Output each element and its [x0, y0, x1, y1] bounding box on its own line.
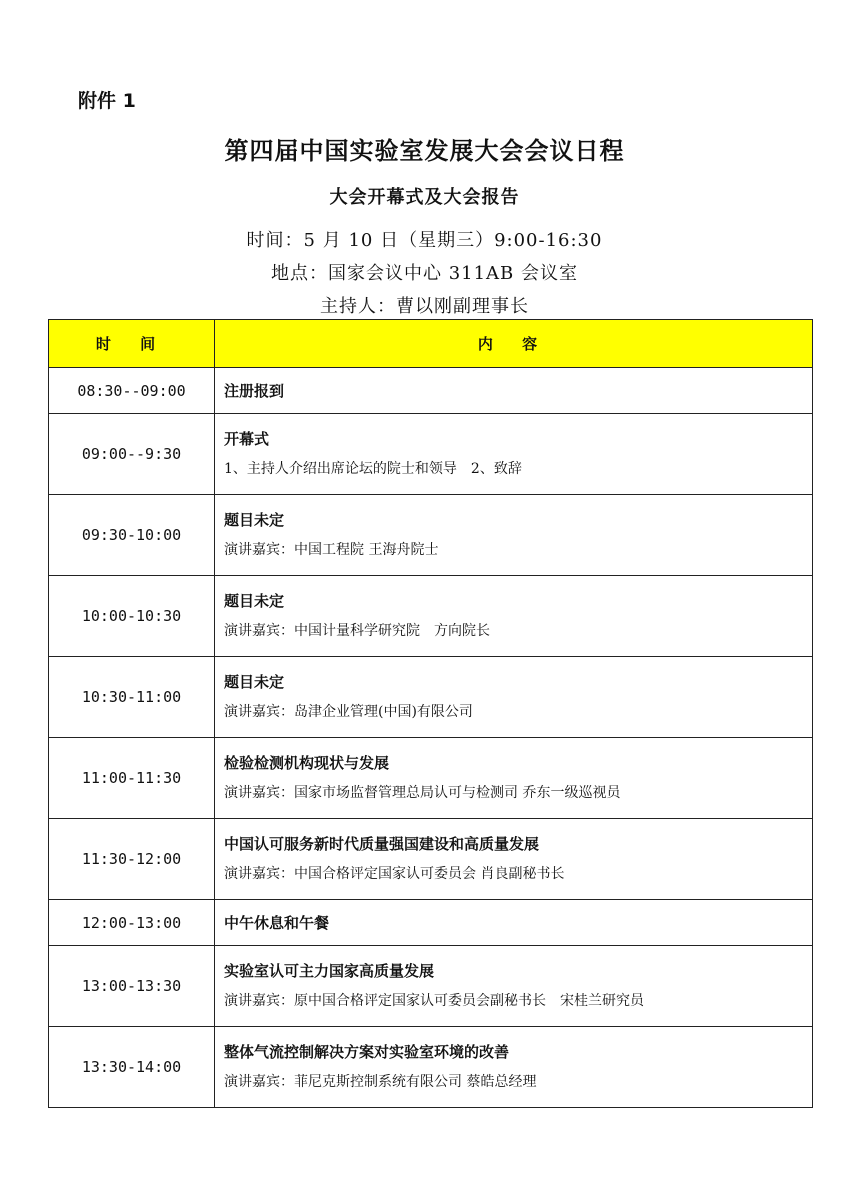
row-time: 12:00-13:00: [49, 900, 215, 946]
row-detail: 演讲嘉宾：菲尼克斯控制系统有限公司 蔡皓总经理: [224, 1074, 537, 1090]
table-header-row: [49, 320, 813, 368]
row-content: [215, 1027, 813, 1108]
row-topic: 题目未定: [224, 511, 285, 529]
row-time: 08:30--09:00: [49, 368, 215, 414]
row-time: 13:00-13:30: [49, 946, 215, 1027]
attachment-label: 附件 1: [78, 90, 136, 112]
row-time: 09:00--9:30: [49, 414, 215, 495]
row-content: [215, 576, 813, 657]
table-row: [49, 495, 813, 576]
row-content: [215, 819, 813, 900]
table-row: [49, 738, 813, 819]
row-time: 10:30-11:00: [49, 657, 215, 738]
row-time: 10:00-10:30: [49, 576, 215, 657]
row-content: [215, 414, 813, 495]
table-row: [49, 1027, 813, 1108]
row-detail: 演讲嘉宾：中国合格评定国家认可委员会 肖良副秘书长: [224, 866, 565, 882]
row-content: [215, 946, 813, 1027]
row-topic: 中午休息和午餐: [224, 913, 330, 932]
header-content: 内 容: [215, 320, 813, 368]
host-line: 主持人：曹以刚副理事长: [320, 296, 529, 317]
row-detail: 演讲嘉宾：中国计量科学研究院 方向院长: [224, 623, 490, 639]
row-topic: 检验检测机构现状与发展: [224, 754, 390, 772]
row-detail: 演讲嘉宾：国家市场监督管理总局认可与检测司 乔东一级巡视员: [224, 785, 621, 801]
row-topic: 实验室认可主力国家高质量发展: [224, 962, 435, 980]
row-detail: 演讲嘉宾：中国工程院 王海舟院士: [224, 542, 439, 558]
header-time: 时 间: [49, 320, 215, 368]
table-row: [49, 368, 813, 414]
schedule-table: [48, 319, 813, 1108]
row-detail: 演讲嘉宾：原中国合格评定国家认可委员会副秘书长 宋桂兰研究员: [224, 993, 644, 1009]
row-topic: 开幕式: [224, 430, 270, 448]
table-row: [49, 657, 813, 738]
row-topic: 整体气流控制解决方案对实验室环境的改善: [224, 1043, 510, 1061]
table-row: [49, 576, 813, 657]
row-detail: 演讲嘉宾：岛津企业管理(中国)有限公司: [224, 704, 473, 720]
row-detail: 1、主持人介绍出席论坛的院士和领导 2、致辞: [224, 461, 522, 477]
row-content: [215, 368, 813, 414]
row-time: 13:30-14:00: [49, 1027, 215, 1108]
row-content: [215, 657, 813, 738]
row-topic: 中国认可服务新时代质量强国建设和高质量发展: [224, 835, 540, 853]
row-topic: 题目未定: [224, 592, 285, 610]
time-line: 时间：5 月 10 日（星期三）9:00-16:30: [246, 230, 603, 251]
table-row: [49, 414, 813, 495]
row-content: [215, 900, 813, 946]
document-title: 第四届中国实验室发展大会会议日程: [224, 137, 625, 165]
table-row: [49, 946, 813, 1027]
row-time: 09:30-10:00: [49, 495, 215, 576]
row-topic: 题目未定: [224, 673, 285, 691]
row-content: [215, 738, 813, 819]
document-subtitle: 大会开幕式及大会报告: [329, 187, 520, 208]
schedule-rows: [49, 368, 813, 1108]
table-row: [49, 900, 813, 946]
table-row: [49, 819, 813, 900]
row-topic: 注册报到: [224, 381, 285, 400]
row-time: 11:00-11:30: [49, 738, 215, 819]
row-content: [215, 495, 813, 576]
place-line: 地点：国家会议中心 311AB 会议室: [270, 263, 579, 284]
row-time: 11:30-12:00: [49, 819, 215, 900]
